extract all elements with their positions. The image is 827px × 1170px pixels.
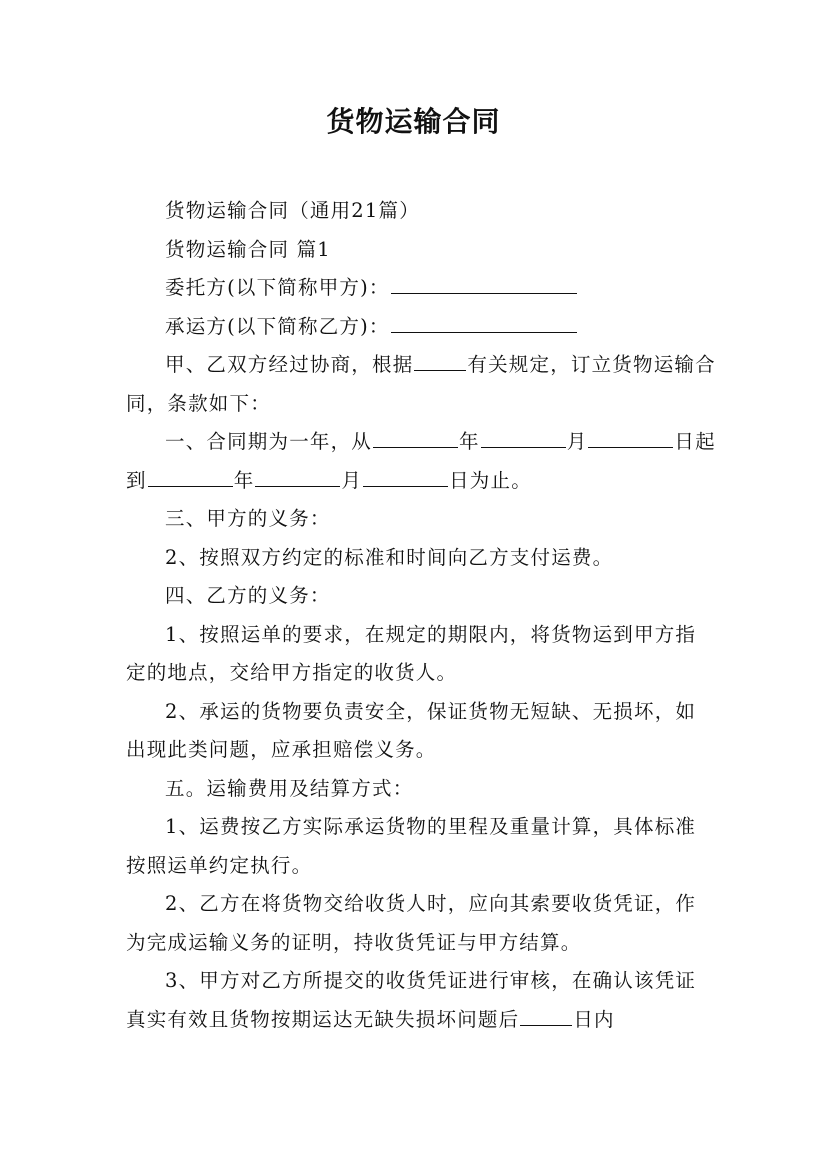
party-b-label: 承运方(以下简称乙方)：: [165, 314, 390, 338]
clause-3-heading: 三、甲方的义务：: [165, 507, 331, 530]
start-month-blank: [481, 446, 566, 448]
term-text-g: 日为止。: [449, 468, 532, 492]
end-month-blank: [255, 485, 340, 487]
clause-5-item-3: [126, 962, 716, 1039]
party-a-blank: [391, 292, 577, 294]
clause-5-item-3-text-a: 3、甲方对乙方所提交的收货凭证进行审核，在确认该凭证真实有效且货物按期运达无缺失损坏问题后: [126, 969, 697, 1031]
term-text-f: 月: [341, 468, 363, 492]
intro-text-b: 有关规定，订立货物运输合同，条款如下：: [126, 353, 716, 415]
regulation-blank: [414, 369, 466, 371]
document-body: [126, 192, 716, 1039]
end-day-blank: [363, 485, 448, 487]
party-b-line: [126, 308, 716, 347]
intro-text-a: 甲、乙双方经过协商，根据: [165, 353, 414, 376]
term-paragraph: [126, 423, 716, 500]
intro-paragraph: [126, 346, 716, 423]
term-text-e: 年: [233, 468, 255, 492]
clause-5-item-1: 1、运费按乙方实际承运货物的里程及重量计算，具体标准按照运单约定执行。: [126, 815, 697, 877]
term-text-d: 日起到: [126, 430, 716, 492]
term-text-c: 月: [566, 430, 588, 453]
payment-days-blank: [520, 1024, 572, 1026]
clause-4-item-1: 1、按照运单的要求，在规定的期限内，将货物运到甲方指定的地点，交给甲方指定的收货人。: [126, 622, 697, 684]
clause-4-heading: 四、乙方的义务：: [165, 584, 331, 607]
term-text-b: 年: [459, 430, 480, 453]
document-title: 货物运输合同: [326, 105, 501, 138]
term-text-a: 一、合同期为一年，从: [165, 430, 373, 453]
document-subtitle: 货物运输合同（通用21篇）: [165, 199, 420, 222]
party-a-line: [126, 269, 716, 308]
clause-5-item-3-text-b: 日内: [573, 1007, 615, 1031]
clause-3-item-2: 2、按照双方约定的标准和时间向乙方支付运费。: [165, 545, 614, 569]
clause-4-item-2: 2、承运的货物要负责安全，保证货物无短缺、无损坏，如出现此类问题，应承担赔偿义务。: [126, 699, 697, 761]
end-year-blank: [148, 485, 233, 487]
party-a-label: 委托方(以下简称甲方)：: [165, 276, 390, 299]
start-year-blank: [373, 446, 458, 448]
start-day-blank: [588, 446, 673, 448]
section-heading: 货物运输合同 篇1: [165, 237, 331, 261]
party-b-blank: [391, 331, 577, 333]
clause-5-item-2: 2、乙方在将货物交给收货人时，应向其索要收货凭证，作为完成运输义务的证明，持收货凭证与甲方结算。: [126, 892, 697, 954]
clause-5-heading: 五。运输费用及结算方式：: [165, 776, 414, 800]
